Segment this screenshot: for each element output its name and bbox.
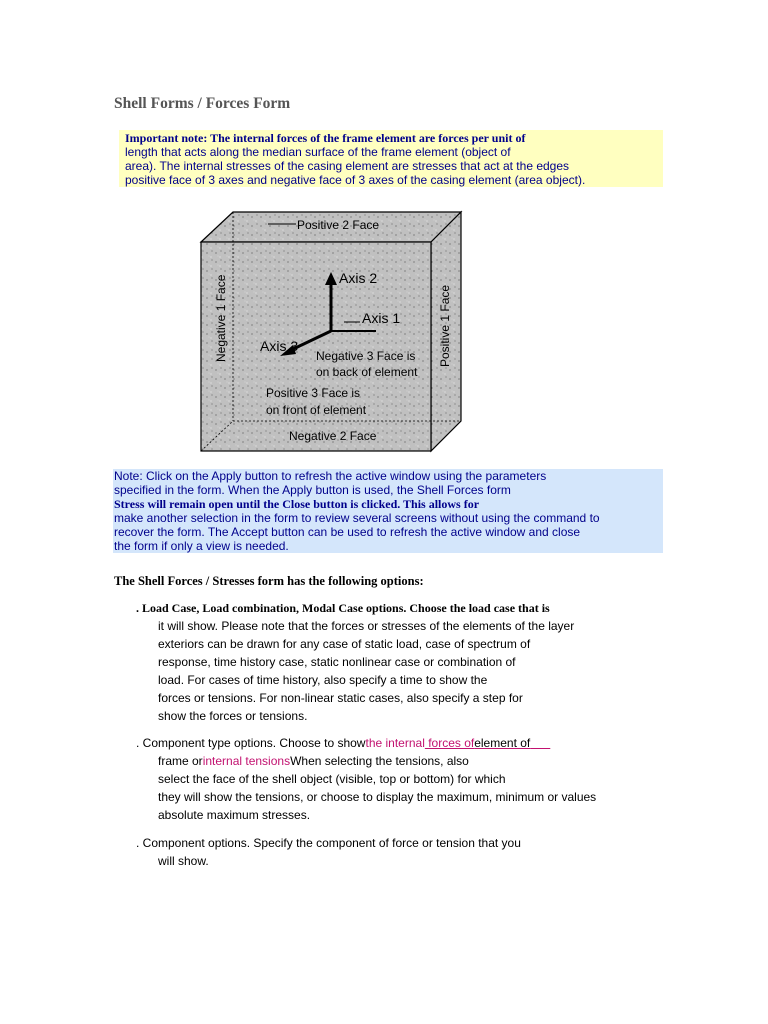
note-line: the form if only a view is needed. (114, 539, 289, 553)
option-line (136, 736, 550, 750)
option-line: it will show. Please note that the forces or stresses of the elements of the layer (158, 619, 575, 633)
text-run: frame or (158, 754, 203, 768)
note-line: Note: Click on the Apply button to refresh the active window using the parameters (114, 469, 547, 483)
tracked-insert (530, 736, 550, 750)
text-run: When selecting the tensions, also (290, 754, 469, 768)
note-line: Stress will remain open until the Close button is clicked. This allows for (114, 497, 480, 511)
shell-element-diagram (196, 205, 466, 455)
axis-1-label: Axis 1 (362, 310, 401, 326)
note-line: specified in the form. When the Apply button is used, the Shell Forces form (114, 483, 511, 497)
note-line: area). The internal stresses of the casing element are stresses that act at the edges (125, 159, 570, 173)
important-note (119, 130, 663, 187)
cube-figure (196, 205, 466, 455)
positive-3-face-label: on front of element (266, 403, 367, 417)
text-run: . Component type options. Choose to show (136, 736, 366, 750)
note-line: Important note: The internal forces of the frame element are forces per unit of (125, 131, 526, 145)
option-line: . Load Case, Load combination, Modal Case options. Choose the load case that is (136, 601, 550, 615)
tracked-insert: element of (474, 736, 531, 750)
note-line: length that acts along the median surface of the frame element (object of (125, 145, 511, 159)
page-title: Shell Forms / Forces Form (114, 95, 291, 112)
option-line: forces or tensions. For non-linear static cases, also specify a step for (158, 691, 523, 705)
option-line: select the face of the shell object (visible, top or bottom) for which (158, 772, 506, 786)
negative-1-face-label: Negative 1 Face (214, 274, 228, 362)
axis-2-label: Axis 2 (339, 270, 378, 286)
option-line: . Component options. Specify the component of force or tension that you (136, 836, 521, 850)
apply-note (113, 469, 663, 553)
note-line: make another selection in the form to review several screens without using the command to (114, 511, 600, 525)
option-line: show the forces or tensions. (158, 709, 308, 723)
option-line: they will show the tensions, or choose to display the maximum, minimum or values (158, 790, 597, 804)
note-line: recover the form. The Accept button can be used to refresh the active window and close (114, 525, 581, 539)
negative-3-face-label: Negative 3 Face is (316, 349, 416, 363)
option-line: response, time history case, static nonlinear case or combination of (158, 655, 516, 669)
option-line (158, 754, 469, 768)
negative-3-face-label: on back of element (316, 365, 418, 379)
positive-2-face-label: Positive 2 Face (297, 218, 380, 232)
tracked-insert: forces of (424, 736, 475, 750)
note-line: positive face of 3 axes and negative face of 3 axes of the casing element (area object). (125, 173, 586, 187)
option-line: exteriors can be drawn for any case of static load, case of spectrum of (158, 637, 531, 651)
option-line: absolute maximum stresses. (158, 808, 311, 822)
positive-1-face-label: Positive 1 Face (438, 284, 452, 367)
negative-2-face-label: Negative 2 Face (289, 429, 377, 443)
tracked-insert: internal tensions (202, 754, 291, 768)
option-line: will show. (158, 854, 209, 868)
options-heading: The Shell Forces / Stresses form has the following options: (114, 574, 424, 588)
tracked-insert: the internal (365, 736, 425, 750)
option-line: load. For cases of time history, also specify a time to show the (158, 673, 488, 687)
positive-3-face-label: Positive 3 Face is (266, 386, 361, 400)
axis-3-label: Axis 3 (260, 338, 299, 354)
